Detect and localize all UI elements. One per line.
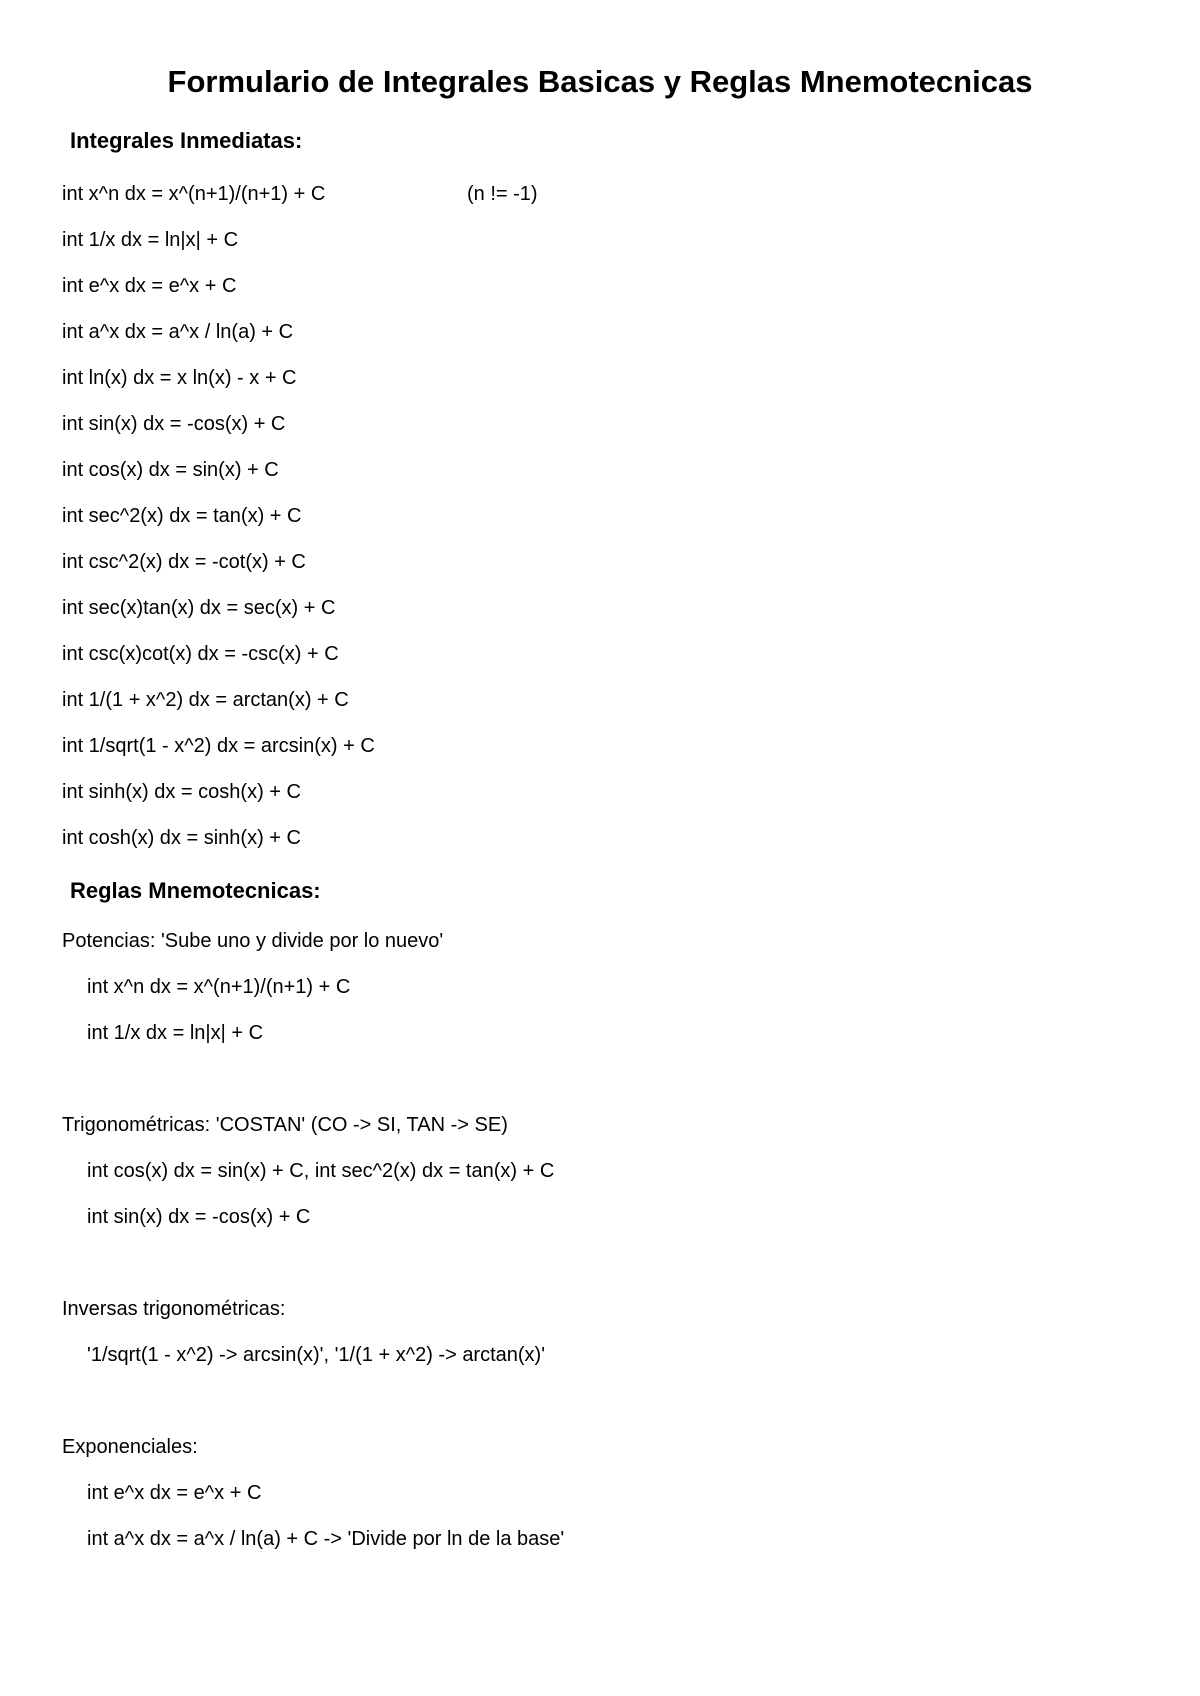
section-heading-inmediatas: Integrales Inmediatas:	[70, 128, 303, 153]
formula-line	[62, 181, 1062, 207]
formula-line: int 1/(1 + x^2) dx = arctan(x) + C	[62, 689, 349, 711]
rule-line: int 1/x dx = ln|x| + C	[87, 1022, 264, 1044]
rule-title-trigonometricas: Trigonométricas: 'COSTAN' (CO -> SI, TAN -> SE)	[62, 1114, 508, 1136]
formula-line: int sec^2(x) dx = tan(x) + C	[62, 505, 302, 527]
rule-line: int cos(x) dx = sin(x) + C, int sec^2(x) dx = tan(x) + C	[87, 1160, 555, 1182]
formula-line: int cosh(x) dx = sinh(x) + C	[62, 827, 301, 849]
formula-line: int sin(x) dx = -cos(x) + C	[62, 413, 286, 435]
rule-title-exponenciales: Exponenciales:	[62, 1436, 198, 1458]
formula-line: int sec(x)tan(x) dx = sec(x) + C	[62, 597, 336, 619]
formula-line: int csc(x)cot(x) dx = -csc(x) + C	[62, 643, 339, 665]
rule-line: int a^x dx = a^x / ln(a) + C -> 'Divide por ln de la base'	[87, 1528, 565, 1550]
section-heading-reglas: Reglas Mnemotecnicas:	[70, 878, 321, 903]
formula-line: int 1/sqrt(1 - x^2) dx = arcsin(x) + C	[62, 735, 375, 757]
rule-line: int e^x dx = e^x + C	[87, 1482, 262, 1504]
formula-line: int 1/x dx = ln|x| + C	[62, 229, 239, 251]
formula-text: int x^n dx = x^(n+1)/(n+1) + C	[62, 183, 326, 205]
formula-line: int cos(x) dx = sin(x) + C	[62, 459, 279, 481]
rule-title-inversas: Inversas trigonométricas:	[62, 1298, 286, 1320]
rule-title-potencias: Potencias: 'Sube uno y divide por lo nuevo'	[62, 930, 444, 952]
formula-line: int csc^2(x) dx = -cot(x) + C	[62, 551, 306, 573]
formula-line: int a^x dx = a^x / ln(a) + C	[62, 321, 294, 343]
rule-line: '1/sqrt(1 - x^2) -> arcsin(x)', '1/(1 + x^2) -> arctan(x)'	[87, 1344, 546, 1366]
rule-line: int sin(x) dx = -cos(x) + C	[87, 1206, 311, 1228]
formula-line: int e^x dx = e^x + C	[62, 275, 237, 297]
formula-line: int ln(x) dx = x ln(x) - x + C	[62, 367, 297, 389]
formula-line: int sinh(x) dx = cosh(x) + C	[62, 781, 301, 803]
rule-line: int x^n dx = x^(n+1)/(n+1) + C	[87, 976, 351, 998]
formula-condition: (n != -1)	[467, 183, 538, 205]
page-title: Formulario de Integrales Basicas y Reglas Mnemotecnicas	[167, 64, 1033, 99]
